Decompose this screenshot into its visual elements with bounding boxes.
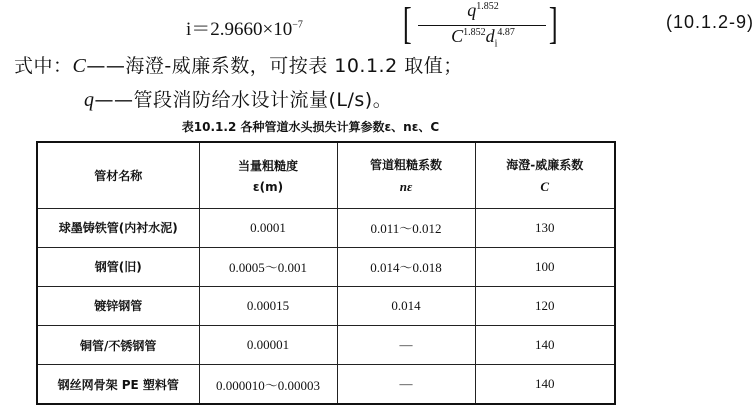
cell-material: 钢管(旧) — [37, 247, 199, 286]
cell-roughness: 0.00001 — [199, 326, 337, 365]
cell-roughness: 0.0005～0.001 — [199, 247, 337, 286]
cell-coefficient: — — [337, 326, 475, 365]
table-row — [37, 326, 615, 365]
table-caption: 表10.1.2 各种管道水头损失计算参数ε、nε、C — [181, 120, 440, 134]
header-roughness-label: 当量粗糙度 — [237, 158, 298, 173]
definition-text: ——管段消防给水设计流量(L/s)。 — [94, 89, 393, 111]
denominator-var2: d — [485, 26, 495, 46]
cell-material: 钢丝网骨架 PE 塑料管 — [37, 365, 199, 404]
left-bracket: [ — [402, 0, 412, 48]
cell-roughness: 0.000010～0.00003 — [199, 365, 337, 404]
cell-material: 镀锌钢管 — [37, 286, 199, 325]
table-row — [37, 365, 615, 404]
numerator-exp: 1.852 — [476, 1, 499, 12]
header-hazen-label: 海澄-威廉系数 — [506, 157, 584, 172]
formula-lhs — [186, 14, 303, 41]
cell-material: 铜管/不锈钢管 — [37, 326, 199, 365]
cell-hazen: 120 — [475, 286, 615, 325]
header-material-label: 管材名称 — [94, 168, 143, 183]
cell-coefficient: — — [337, 365, 475, 404]
denominator-sub: i — [494, 38, 498, 50]
cell-hazen: 100 — [475, 247, 615, 286]
header-hazen — [475, 142, 615, 208]
equation-number: (10.1.2-9) — [666, 12, 754, 32]
cell-roughness: 0.0001 — [199, 208, 337, 247]
header-roughness-unit: ε(m) — [252, 179, 284, 194]
definition-var: q — [84, 89, 95, 111]
definition-var: C — [72, 55, 87, 77]
header-roughness — [199, 142, 337, 208]
parameter-table — [36, 141, 616, 405]
header-material — [37, 142, 199, 208]
formula-lhs-text: i＝2.9660×10 — [186, 19, 293, 40]
header-coefficient — [337, 142, 475, 208]
definition-q — [84, 85, 392, 112]
definition-c — [14, 51, 463, 78]
cell-coefficient: 0.014 — [337, 286, 475, 325]
header-hazen-symbol: C — [540, 178, 550, 194]
formula-lhs-exponent: −7 — [292, 19, 303, 31]
cell-roughness: 0.00015 — [199, 286, 337, 325]
definition-text: ——海澄-威廉系数，可按表 10.1.2 取值； — [86, 55, 463, 77]
cell-hazen: 140 — [475, 365, 615, 404]
header-coefficient-symbol: nε — [399, 178, 413, 194]
cell-hazen: 140 — [475, 326, 615, 365]
denominator-exp2: 4.87 — [497, 27, 515, 38]
denominator-var: C — [451, 26, 464, 46]
table-row — [37, 208, 615, 247]
table-row — [37, 286, 615, 325]
formula — [186, 0, 754, 50]
numerator-var: q — [467, 0, 477, 20]
cell-coefficient: 0.011～0.012 — [337, 208, 475, 247]
header-row — [37, 142, 615, 208]
definition-prefix: 式中： — [14, 55, 73, 77]
table-row — [37, 247, 615, 286]
denominator-exp: 1.852 — [463, 27, 486, 38]
header-coefficient-label: 管道粗糙系数 — [369, 157, 442, 172]
right-bracket: ] — [548, 0, 558, 48]
cell-material: 球墨铸铁管(内衬水泥) — [37, 208, 199, 247]
fraction-numerator — [418, 0, 548, 21]
fraction-denominator — [418, 26, 548, 50]
cell-coefficient: 0.014～0.018 — [337, 247, 475, 286]
cell-hazen: 130 — [475, 208, 615, 247]
